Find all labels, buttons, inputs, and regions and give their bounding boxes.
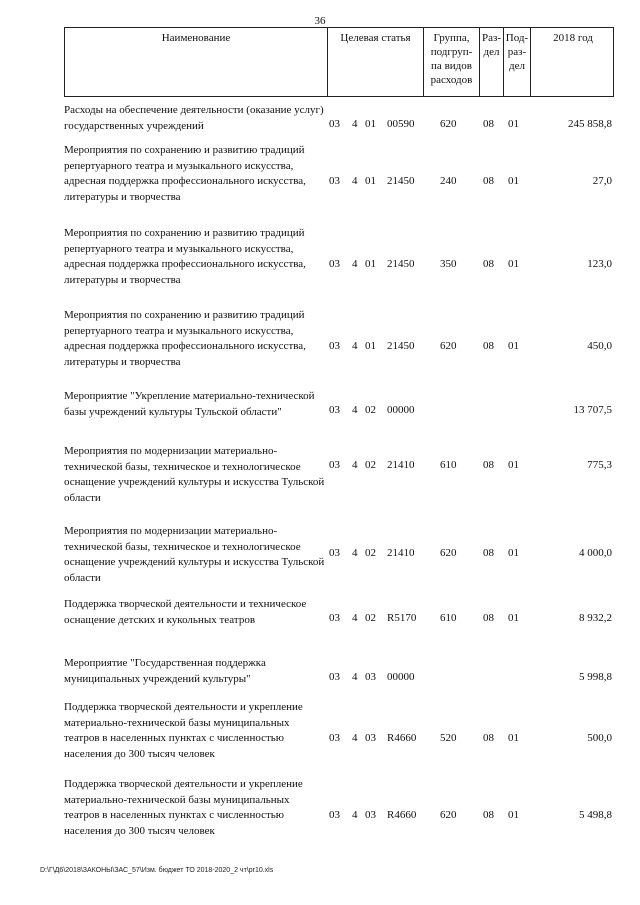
header-group-line: подгруп- xyxy=(430,46,473,58)
row-subsection: 01 xyxy=(508,612,519,624)
row-c1: 03 xyxy=(329,809,340,821)
row-name: Поддержка творческой деятельности и укрепление материально-технической базы муниципальных театров в населенных пунктах с численностью населения до 300 тысяч человек xyxy=(64,778,303,837)
row-c4: 00590 xyxy=(387,118,415,130)
row-name: Расходы на обеспечение деятельности (оказание услуг) государственных учреждений xyxy=(64,104,324,132)
row-section: 08 xyxy=(483,459,494,471)
row-section: 08 xyxy=(483,258,494,270)
row-section: 08 xyxy=(483,732,494,744)
row-c3: 02 xyxy=(365,459,376,471)
row-c4: R5170 xyxy=(387,612,417,624)
row-c3: 01 xyxy=(365,175,376,187)
row-section: 08 xyxy=(483,340,494,352)
header-subsection-line: дел xyxy=(509,60,525,72)
row-value-2018: 13 707,5 xyxy=(573,404,612,416)
row-subsection: 01 xyxy=(508,258,519,270)
row-c2: 4 xyxy=(352,175,358,187)
row-value-2018: 5 498,8 xyxy=(579,809,612,821)
row-section: 08 xyxy=(483,118,494,130)
row-value-2018: 4 000,0 xyxy=(579,547,612,559)
row-c4: 21450 xyxy=(387,175,415,187)
header-subsection-line: Под- xyxy=(505,32,529,44)
row-value-2018: 245 858,8 xyxy=(568,118,612,130)
row-c4: 21450 xyxy=(387,340,415,352)
row-c2: 4 xyxy=(352,612,358,624)
row-group: 240 xyxy=(440,175,457,187)
row-subsection: 01 xyxy=(508,175,519,187)
row-c3: 02 xyxy=(365,547,376,559)
row-section: 08 xyxy=(483,175,494,187)
row-subsection: 01 xyxy=(508,118,519,130)
row-value-2018: 123,0 xyxy=(587,258,612,270)
row-group: 610 xyxy=(440,459,457,471)
row-c2: 4 xyxy=(352,732,358,744)
row-c2: 4 xyxy=(352,459,358,471)
row-c2: 4 xyxy=(352,118,358,130)
row-group: 620 xyxy=(440,809,457,821)
row-c1: 03 xyxy=(329,175,340,187)
header-subsection xyxy=(503,28,530,96)
row-subsection: 01 xyxy=(508,459,519,471)
row-name: Мероприятия по сохранению и развитию традиций репертуарного театра и музыкального искусства, адресная поддержка профессионального искусства, литературы и творчества xyxy=(64,144,306,203)
row-name: Поддержка творческой деятельности и техническое оснащение детских и кукольных театров xyxy=(64,598,307,626)
row-section: 08 xyxy=(483,547,494,559)
row-value-2018: 775,3 xyxy=(587,459,612,471)
header-section-line: дел xyxy=(483,46,500,58)
row-c1: 03 xyxy=(329,404,340,416)
page-number: 36 xyxy=(314,15,326,27)
row-subsection: 01 xyxy=(508,547,519,559)
row-c3: 01 xyxy=(365,118,376,130)
row-c3: 03 xyxy=(365,809,376,821)
row-c1: 03 xyxy=(329,732,340,744)
header-subsection-line: раз- xyxy=(507,46,527,58)
header-group-line: расходов xyxy=(430,74,473,86)
row-name: Мероприятие "Государственная поддержка муниципальных учреждений культуры" xyxy=(64,657,266,685)
row-c3: 03 xyxy=(365,732,376,744)
row-c4: 21410 xyxy=(387,459,415,471)
row-c1: 03 xyxy=(329,547,340,559)
row-c3: 03 xyxy=(365,671,376,683)
row-group: 520 xyxy=(440,732,457,744)
row-c1: 03 xyxy=(329,118,340,130)
row-c4: 21410 xyxy=(387,547,415,559)
row-c1: 03 xyxy=(329,258,340,270)
row-c2: 4 xyxy=(352,671,358,683)
header-section-line: Раз- xyxy=(481,32,501,44)
row-name: Мероприятия по модернизации материально-технической базы, техническое и технологическое оснащение учреждений культуры и искусства Тульской области xyxy=(64,445,325,504)
row-c4: 21450 xyxy=(387,258,415,270)
row-c1: 03 xyxy=(329,340,340,352)
header-group-line: Группа, xyxy=(433,32,470,44)
row-group: 620 xyxy=(440,340,457,352)
row-c1: 03 xyxy=(329,612,340,624)
row-subsection: 01 xyxy=(508,732,519,744)
row-c2: 4 xyxy=(352,340,358,352)
row-subsection: 01 xyxy=(508,809,519,821)
row-section: 08 xyxy=(483,612,494,624)
row-c3: 02 xyxy=(365,612,376,624)
row-value-2018: 450,0 xyxy=(587,340,612,352)
file-path-footer: D:\Г\Д6\2018\ЗАКОНЫ\ЗАС_57\Изм. бюджет ТО 2018-2020_2 чт\pr10.xls xyxy=(40,867,274,874)
row-value-2018: 8 932,2 xyxy=(579,612,612,624)
row-c1: 03 xyxy=(329,671,340,683)
header-year: 2018 год xyxy=(530,28,615,96)
row-subsection: 01 xyxy=(508,340,519,352)
row-c2: 4 xyxy=(352,547,358,559)
row-group: 620 xyxy=(440,547,457,559)
row-name: Мероприятия по сохранению и развитию традиций репертуарного театра и музыкального искусства, адресная поддержка профессионального искусства, литературы и творчества xyxy=(64,227,306,286)
header-expense-group xyxy=(423,28,479,96)
row-c2: 4 xyxy=(352,404,358,416)
table-header xyxy=(64,27,614,97)
row-section: 08 xyxy=(483,809,494,821)
row-c3: 02 xyxy=(365,404,376,416)
header-section xyxy=(479,28,503,96)
row-c3: 01 xyxy=(365,258,376,270)
row-c4: R4660 xyxy=(387,732,417,744)
row-name: Мероприятия по сохранению и развитию традиций репертуарного театра и музыкального искусства, адресная поддержка профессионального искусства, литературы и творчества xyxy=(64,309,306,368)
row-name: Мероприятие "Укрепление материально-технической базы учреждений культуры Тульской области" xyxy=(64,390,315,418)
row-group: 620 xyxy=(440,118,457,130)
row-name: Поддержка творческой деятельности и укрепление материально-технической базы муниципальных театров в населенных пунктах с численностью населения до 300 тысяч человек xyxy=(64,701,303,760)
row-group: 350 xyxy=(440,258,457,270)
row-c2: 4 xyxy=(352,809,358,821)
row-c4: 00000 xyxy=(387,671,415,683)
row-value-2018: 27,0 xyxy=(592,175,612,187)
row-value-2018: 5 998,8 xyxy=(579,671,612,683)
header-name: Наименование xyxy=(161,32,231,44)
header-group-line: па видов xyxy=(431,60,472,72)
row-value-2018: 500,0 xyxy=(587,732,612,744)
row-c1: 03 xyxy=(329,459,340,471)
row-c2: 4 xyxy=(352,258,358,270)
row-name: Мероприятия по модернизации материально-технической базы, техническое и технологическое оснащение учреждений культуры и искусства Тульской области xyxy=(64,525,325,584)
header-target-article: Целевая статья xyxy=(327,28,423,96)
row-c4: R4660 xyxy=(387,809,417,821)
row-group: 610 xyxy=(440,612,457,624)
row-c3: 01 xyxy=(365,340,376,352)
row-c4: 00000 xyxy=(387,404,415,416)
